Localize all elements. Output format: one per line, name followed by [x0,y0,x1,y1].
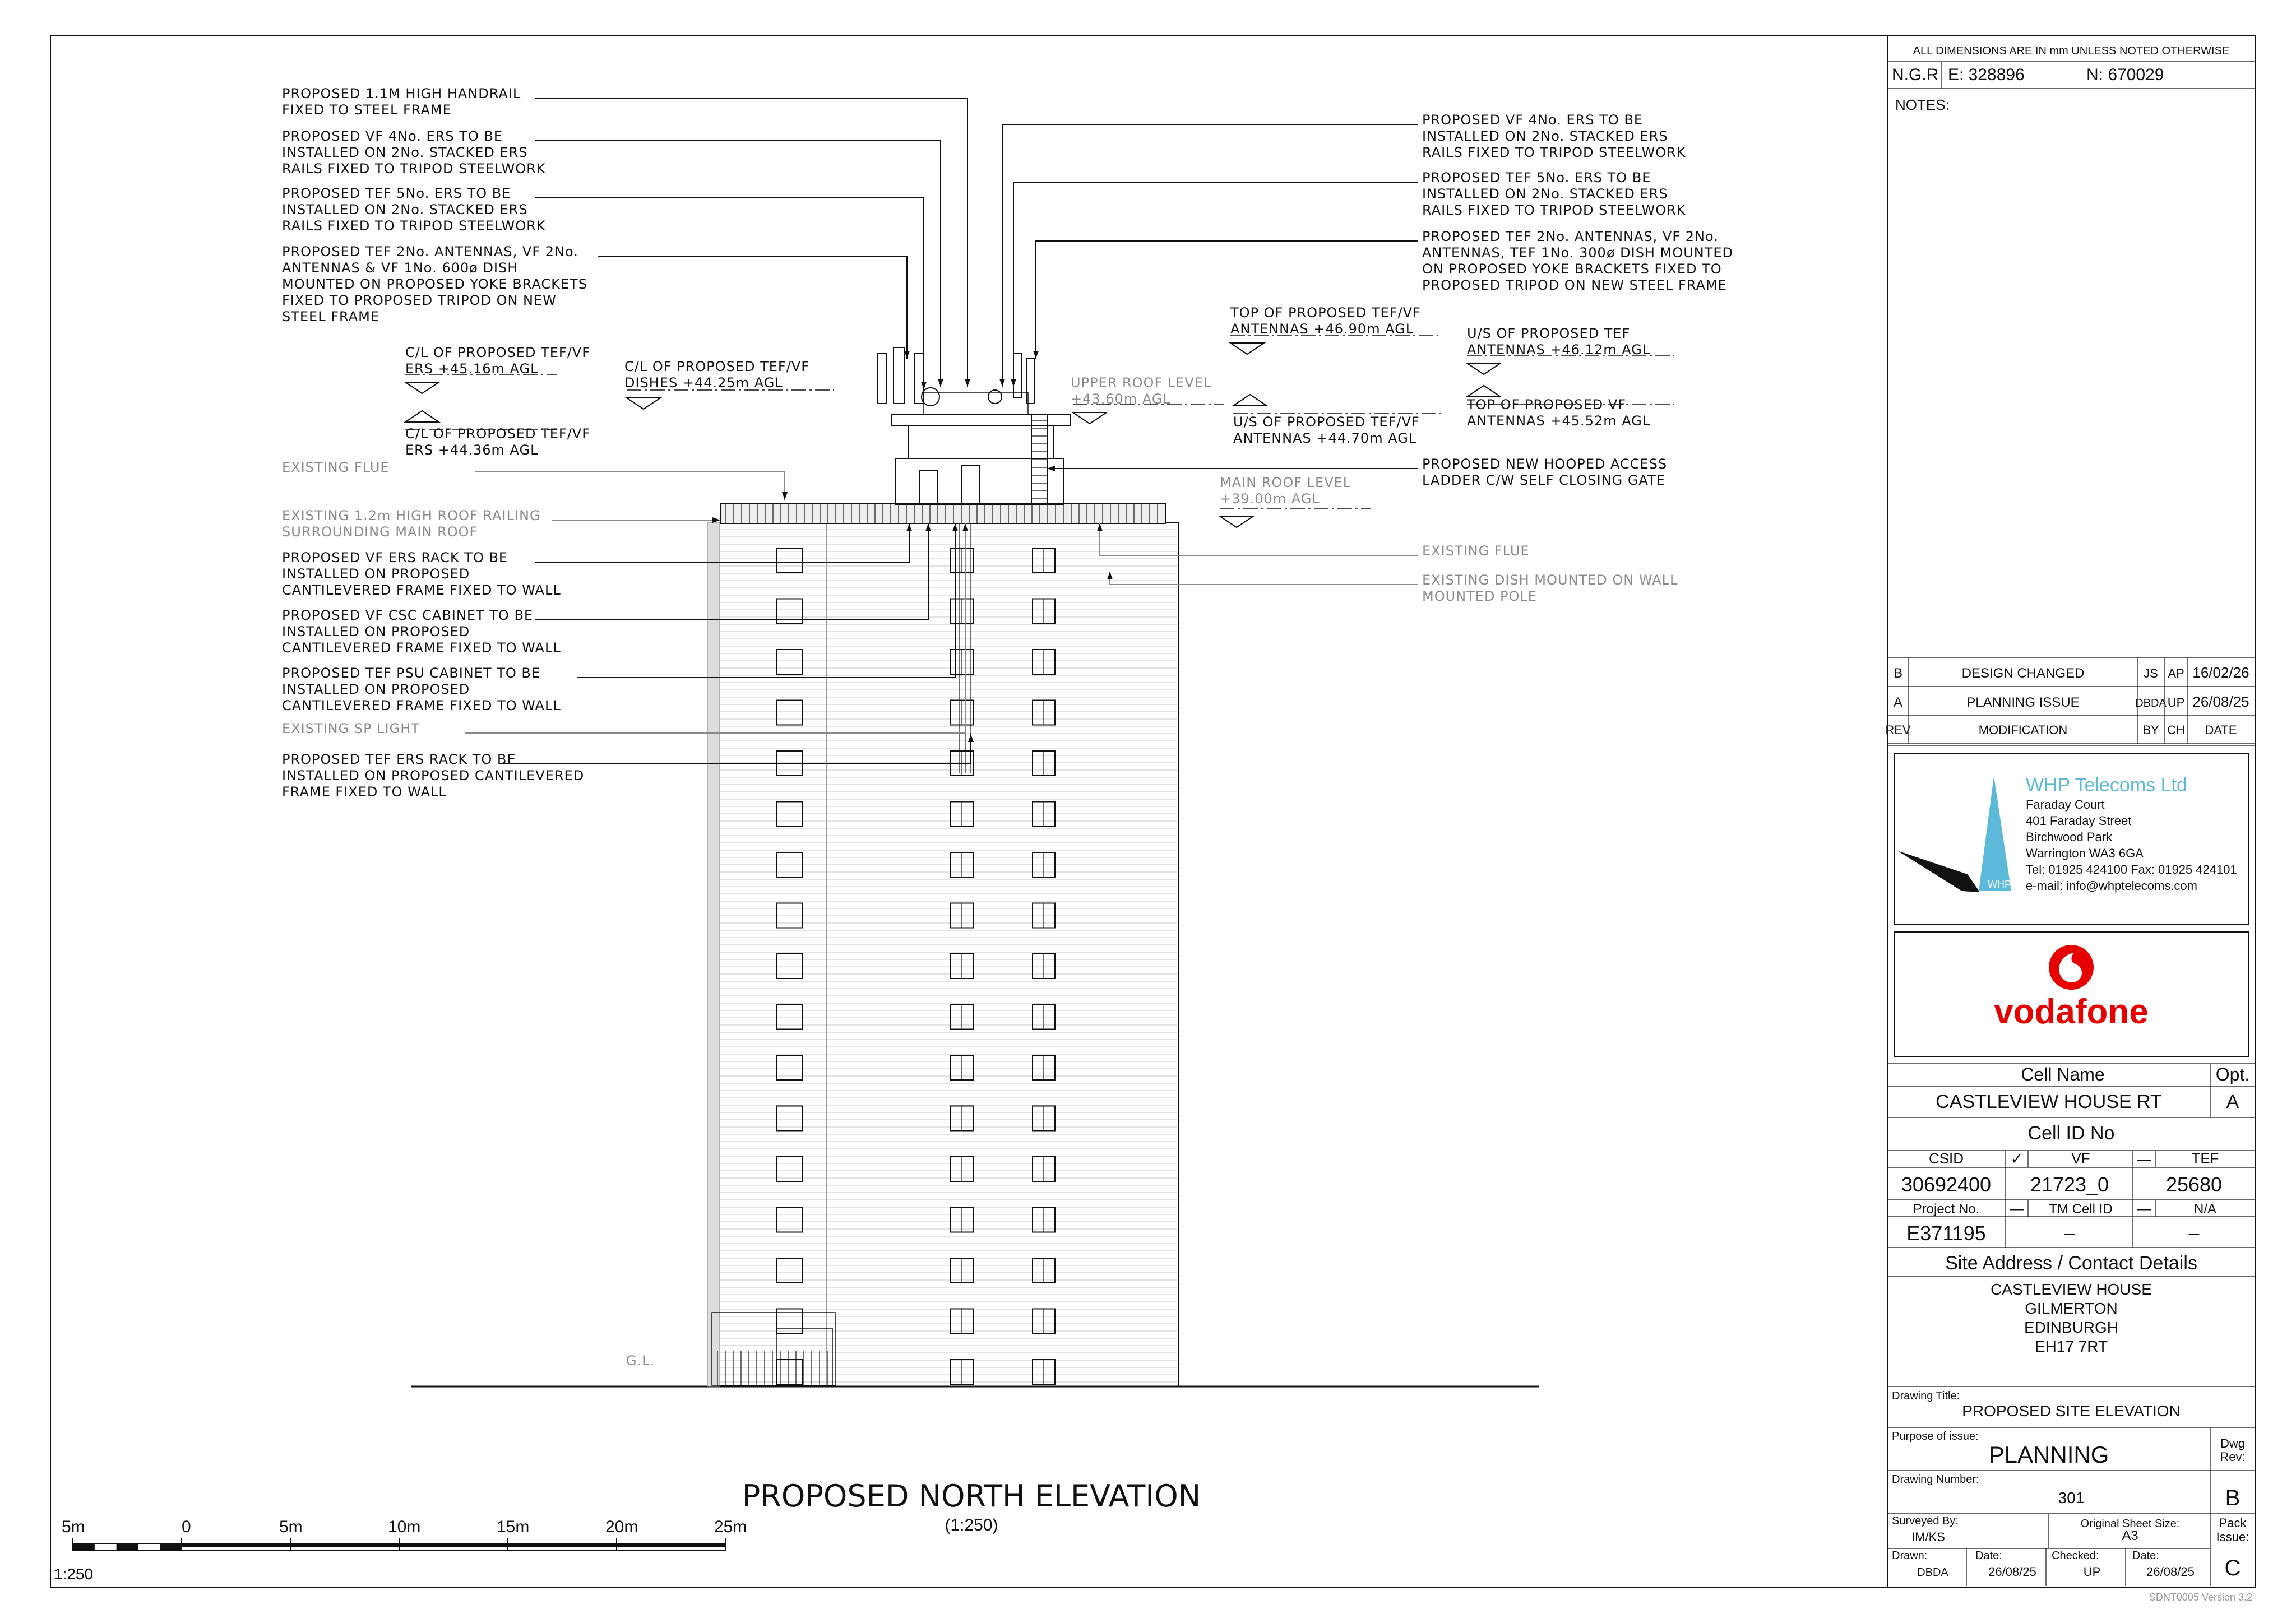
rev-b-modification: DESIGN CHANGED [1961,666,2085,681]
right-annotation [1422,112,1686,160]
scale-bar [62,1518,747,1550]
whp-logo [1897,776,2011,892]
scale-label: 10m [388,1518,421,1536]
right-annotation-line: INSTALLED ON 2No. STACKED ERS [1422,128,1668,144]
rev-header-by: BY [2142,723,2159,737]
leader-line [535,523,909,562]
tef-mark: — [2137,1151,2151,1167]
level-annotation-line: ERS +45.16m AGL [405,361,539,377]
opt-label: Opt. [2215,1064,2250,1084]
left-annotation-line: FIXED TO PROPOSED TRIPOD ON NEW [282,293,557,308]
level-marker-icon [1220,516,1253,527]
ngr-easting: E: 328896 [1948,66,2025,84]
right-annotation [1422,543,1530,559]
tm-mark: — [2010,1202,2024,1217]
leader-arrow-icon [906,523,912,531]
left-annotation-line: INSTALLED ON 2No. STACKED ERS [282,202,528,217]
left-annotation-line: RAILS FIXED TO TRIPOD STEELWORK [282,218,546,234]
leader-line [535,98,968,387]
level-marker-icon [405,382,439,393]
dimensions-note: ALL DIMENSIONS ARE IN mm UNLESS NOTED OTHERWISE [1913,45,2230,57]
date1-label: Date: [1975,1550,2002,1562]
scale-label: 15m [497,1518,530,1536]
left-annotation-line: FRAME FIXED TO WALL [282,784,447,800]
leader-arrow-icon [782,492,788,500]
left-annotation-line: RAILS FIXED TO TRIPOD STEELWORK [282,161,546,177]
right-annotation-line: MOUNTED POLE [1422,588,1537,604]
rev-header-rev: REV [1885,723,1911,737]
level-annotation [1220,475,1351,507]
project-label: Project No. [1913,1202,1980,1217]
level-annotation-line: +39.00m AGL [1220,491,1320,507]
drawing-number: 301 [2058,1489,2085,1506]
site-address-label: Site Address / Contact Details [1945,1253,2197,1274]
right-annotation-line: PROPOSED TRIPOD ON NEW STEEL FRAME [1422,277,1727,293]
csid-label: CSID [1928,1150,1964,1167]
left-annotation [282,244,587,324]
rev-b-code: B [1894,666,1903,681]
right-annotation-line: ANTENNAS, TEF 1No. 300ø DISH MOUNTED [1422,245,1734,261]
rev-a-date: 26/08/25 [2192,693,2249,710]
flue [961,465,979,504]
left-annotation-line: FIXED TO STEEL FRAME [282,102,452,118]
left-annotation-line: INSTALLED ON 2No. STACKED ERS [282,145,528,160]
leader-arrow-icon [962,523,968,531]
window [777,1360,803,1384]
level-annotation-line: ANTENNAS +46.90m AGL [1230,321,1414,337]
title-block [1885,45,2255,1603]
cell-name-value: CASTLEVIEW HOUSE RT [1936,1091,2162,1112]
notes-label: NOTES: [1895,96,1950,113]
level-annotation-line: MAIN ROOF LEVEL [1220,475,1351,490]
level-annotation-line: U/S OF PROPOSED TEF [1467,326,1631,341]
left-annotation-line: INSTALLED ON PROPOSED CANTILEVERED [282,768,585,783]
vodafone-logo-icon [2049,945,2094,990]
antenna-icon [877,353,886,404]
right-annotation-line: PROPOSED VF 4No. ERS TO BE [1422,112,1644,128]
leader-arrow-icon [1107,572,1113,579]
rev-b-by: JS [2144,666,2158,680]
tef-label: TEF [2191,1150,2219,1167]
window [777,1005,803,1030]
ground-level-label: G.L. [626,1353,655,1369]
cell-name-label: Cell Name [2021,1064,2105,1084]
right-annotation [1422,456,1667,488]
date2-label: Date: [2132,1550,2159,1562]
left-annotation [282,128,546,177]
right-annotation-line: EXISTING DISH MOUNTED ON WALL [1422,572,1678,588]
level-annotation-line: ANTENNAS +45.52m AGL [1467,413,1651,429]
level-annotation [1071,375,1211,407]
level-annotation-line: TOP OF PROPOSED VF [1467,397,1627,412]
level-annotation [624,359,809,391]
elevation-scale: (1:250) [945,1516,998,1534]
right-annotation [1422,229,1733,293]
scale-major-fill [182,1543,725,1547]
left-annotation [282,460,390,475]
company-address-line: Tel: 01925 424100 Fax: 01925 424101 [2026,862,2237,877]
level-marker-icon [1073,412,1107,424]
drawn-value: DBDA [1917,1566,1948,1579]
level-annotation-line: ANTENNAS +46.12m AGL [1467,342,1651,358]
elevation-title: PROPOSED NORTH ELEVATION [742,1478,1201,1514]
left-annotation [282,550,561,598]
rev-b-date: 16/02/26 [2192,664,2249,681]
date1-value: 26/08/25 [1988,1565,2036,1579]
level-annotation [405,345,590,377]
ngr-northing: N: 670029 [2086,66,2164,84]
window [777,1208,803,1232]
left-annotation-line: STEEL FRAME [282,309,380,324]
left-annotation-line: PROPOSED VF ERS RACK TO BE [282,550,508,565]
level-marker-icon [1233,395,1267,406]
window [777,1258,803,1283]
pack-issue-label-1: Pack [2219,1516,2247,1530]
scale-label: 5m [62,1518,85,1536]
left-annotation [282,665,561,713]
ngr-label: N.G.R [1892,66,1939,84]
leader-arrow-icon [968,734,974,742]
level-annotation-line: C/L OF PROPOSED TEF/VF [405,345,591,360]
window [777,1157,803,1181]
company-address [2026,797,2237,893]
right-annotation-line: RAILS FIXED TO TRIPOD STEELWORK [1422,145,1686,160]
left-annotation-line: EXISTING FLUE [282,460,390,475]
site-address-line: GILMERTON [2025,1300,2118,1317]
leader-line [1002,124,1418,387]
leader-line [499,734,971,764]
company-address-line: Warrington WA3 6GA [2026,846,2144,860]
vf-label: VF [2071,1150,2090,1167]
surveyed-value: IM/KS [1911,1530,1945,1544]
level-annotation-line: C/L OF PROPOSED TEF/VF [405,426,591,442]
leader-line [475,472,785,500]
site-address-line: CASTLEVIEW HOUSE [1991,1281,2152,1298]
leader-line [598,256,907,359]
company-name: WHP Telecoms Ltd [2026,775,2187,796]
level-annotation [1230,305,1421,337]
roof-railing [720,503,1166,523]
left-annotation-line: ANTENNAS & VF 1No. 600ø DISH [282,260,519,276]
rev-b-ch: AP [2168,666,2184,680]
right-annotation-line: LADDER C/W SELF CLOSING GATE [1422,472,1665,488]
level-annotation-line: ANTENNAS +44.70m AGL [1233,430,1417,446]
sheet-size: A3 [2122,1528,2138,1543]
left-annotation [282,508,541,540]
drawn-label: Drawn: [1892,1550,1928,1562]
window [777,548,803,573]
rev-a-ch: UP [2167,695,2185,710]
date2-value: 26/08/25 [2146,1565,2195,1579]
antenna-icon [915,353,924,404]
level-marker-icon [405,411,439,422]
opt-value: A [2226,1091,2239,1112]
left-annotation [282,608,561,656]
leader-arrow-icon [999,379,1005,387]
left-annotation-line: CANTILEVERED FRAME FIXED TO WALL [282,640,561,656]
dwg-rev-label-1: Dwg [2220,1436,2246,1450]
na-value: – [2188,1222,2200,1244]
left-annotation [282,752,584,800]
company-address-line: 401 Faraday Street [2026,814,2132,828]
left-annotation-line: PROPOSED TEF PSU CABINET TO BE [282,665,541,681]
antenna-icon [1013,353,1021,398]
rev-a-code: A [1894,695,1903,710]
left-annotation-line: EXISTING SP LIGHT [282,721,420,736]
level-annotation-line: C/L OF PROPOSED TEF/VF [624,359,810,374]
level-marker-icon [1467,386,1501,397]
vf-check-icon: ✓ [2010,1150,2024,1167]
left-annotation-line: PROPOSED TEF ERS RACK TO BE [282,752,516,767]
vf-value: 21723_0 [2030,1173,2109,1196]
leader-arrow-icon [921,382,927,389]
checked-label: Checked: [2052,1550,2099,1562]
scale-ratio: 1:250 [54,1565,94,1583]
left-annotation-line: CANTILEVERED FRAME FIXED TO WALL [282,582,561,598]
right-annotation-line: PROPOSED TEF 5No. ERS TO BE [1422,170,1651,186]
level-annotation [1233,414,1420,446]
right-annotations [1422,112,1733,604]
level-marker-icon [1467,363,1501,374]
site-address-line: EH17 7RT [2034,1338,2108,1355]
company-address-line: e-mail: info@whptelecoms.com [2026,879,2197,893]
csid-value: 30692400 [1901,1173,1992,1196]
sheet-size-label: Original Sheet Size: [2080,1518,2180,1530]
leader-arrow-icon [1097,523,1103,531]
scale-subdivision [73,1543,95,1550]
level-annotation-line: UPPER ROOF LEVEL [1071,375,1212,391]
purpose-value: PLANNING [1988,1441,2109,1468]
site-address [1991,1281,2152,1355]
dwg-rev-label-2: Rev: [2220,1450,2246,1464]
left-annotation [282,86,521,118]
drawing-number-label: Drawing Number: [1892,1473,1979,1486]
antenna-icon [894,347,905,404]
left-annotation-line: PROPOSED TEF 2No. ANTENNAS, VF 2No. [282,244,578,259]
rev-header-ch: CH [2167,723,2185,737]
leader-line [1100,523,1418,555]
leader-line [1036,241,1418,359]
left-annotation-line: SURROUNDING MAIN ROOF [282,524,478,540]
leader-arrow-icon [938,379,943,387]
pack-issue-label-2: Issue: [2216,1530,2249,1544]
na-label: N/A [2193,1202,2217,1217]
whp-logo-text: WHP [1988,879,2011,890]
left-annotation-line: PROPOSED VF 4No. ERS TO BE [282,128,503,144]
scale-label: 5m [279,1518,303,1536]
surveyed-label: Surveyed By: [1892,1515,1959,1527]
right-annotation-line: PROPOSED NEW HOOPED ACCESS [1422,456,1668,472]
level-marker-icon [627,398,660,409]
left-annotation-line: INSTALLED ON PROPOSED [282,566,470,582]
window [777,954,803,979]
right-annotation-line: PROPOSED TEF 2No. ANTENNAS, VF 2No. [1422,229,1719,244]
leader-arrow-icon [952,523,958,531]
level-annotation [405,426,590,458]
building-edge [707,522,720,1386]
leader-arrow-icon [1011,379,1016,387]
tower-block [707,503,1178,1386]
flue [919,471,937,504]
leader-arrow-icon [925,523,931,531]
project-number: E371195 [1906,1222,1986,1245]
leader-arrow-icon [1047,466,1055,471]
level-annotation-line: DISHES +44.25m AGL [624,375,783,391]
window [777,701,803,725]
leader-line [535,141,941,387]
scale-label: 20m [605,1518,638,1536]
purpose-label: Purpose of issue: [1892,1430,1979,1443]
site-address-line: EDINBURGH [2024,1319,2119,1336]
left-annotation-line: INSTALLED ON PROPOSED [282,624,470,639]
scale-subdivision [117,1543,138,1550]
right-annotation-line: EXISTING FLUE [1422,543,1530,559]
tm-value: – [2064,1222,2075,1244]
checked-value: UP [2083,1565,2101,1579]
tef-value: 25680 [2165,1173,2223,1196]
drawing-title: PROPOSED SITE ELEVATION [1962,1402,2181,1420]
client-logo-text: vodafone [1994,993,2149,1031]
entrance-door [776,1328,832,1385]
right-annotation [1422,572,1678,604]
scale-label: 0 [182,1518,191,1536]
left-annotation-line: PROPOSED 1.1M HIGH HANDRAIL [282,86,521,101]
tm-cell-id-label: TM Cell ID [2049,1202,2113,1217]
leader-line [535,523,928,620]
left-annotation-line: EXISTING 1.2m HIGH ROOF RAILING [282,508,541,523]
template-version: SDNT0005 Version 3.2 [2149,1592,2252,1603]
left-annotation [282,721,420,736]
right-annotation-line: RAILS FIXED TO TRIPOD STEELWORK [1422,202,1686,218]
leader-arrow-icon [965,379,970,387]
leader-arrow-icon [1033,351,1039,359]
level-annotation [1466,397,1650,429]
scale-label: 25m [714,1518,747,1536]
left-annotation-line: INSTALLED ON PROPOSED [282,681,470,697]
drawing-title-label: Drawing Title: [1892,1390,1960,1402]
leader-line [1013,182,1418,387]
pack-issue-value: C [2224,1556,2241,1580]
left-annotation-line: MOUNTED ON PROPOSED YOKE BRACKETS [282,276,587,292]
dwg-rev-value: B [2225,1486,2241,1510]
company-address-line: Birchwood Park [2026,830,2113,844]
right-annotation-line: INSTALLED ON 2No. STACKED ERS [1422,186,1668,202]
company-address-line: Faraday Court [2026,797,2105,812]
scale-subdivision [160,1543,182,1550]
na-mark: — [2137,1202,2151,1217]
left-annotation [282,186,546,234]
right-annotation [1422,170,1686,218]
level-annotation-line: +43.60m AGL [1071,391,1171,407]
rev-header-date: DATE [2205,723,2237,737]
rev-a-by: DBDA [2135,697,2167,710]
rev-a-modification: PLANNING ISSUE [1966,695,2080,710]
right-annotation-line: ON PROPOSED YOKE BRACKETS FIXED TO [1422,261,1722,277]
rev-header-modification: MODIFICATION [1978,723,2068,737]
left-annotation-line: PROPOSED TEF 5No. ERS TO BE [282,186,511,201]
level-marker-icon [1230,343,1264,354]
left-annotation-line: PROPOSED VF CSC CABINET TO BE [282,608,534,623]
cell-id-label: Cell ID No [2027,1123,2115,1144]
level-annotation-line: TOP OF PROPOSED TEF/VF [1230,305,1421,321]
level-annotation-line: U/S OF PROPOSED TEF/VF [1233,414,1420,430]
rooftop-equipment [877,347,1071,504]
leader-line [577,523,955,678]
left-annotation-line: CANTILEVERED FRAME FIXED TO WALL [282,698,561,713]
level-annotation-line: ERS +44.36m AGL [405,442,539,458]
level-annotation [1467,326,1650,358]
